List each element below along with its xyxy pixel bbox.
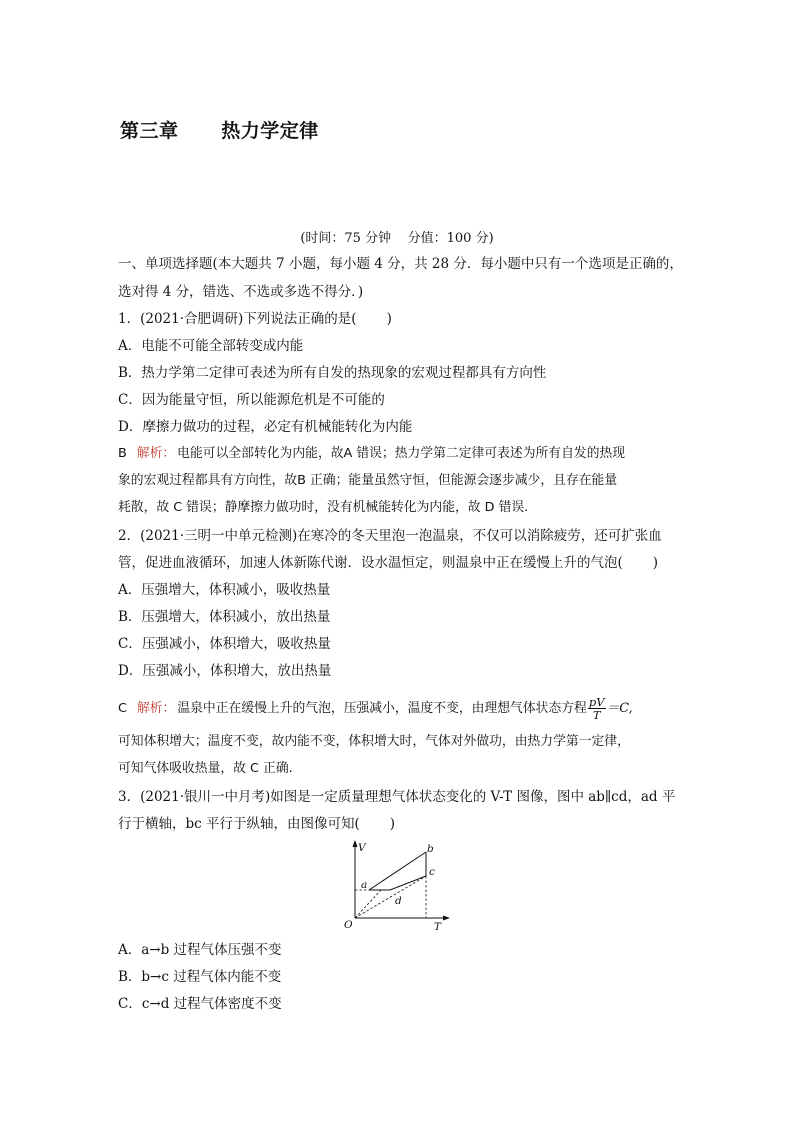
q1-option-d: D．摩擦力做功的过程，必定有机械能转化为内能 xyxy=(118,419,413,435)
equation-rhs: ＝C, xyxy=(606,701,633,716)
state-equation-fraction xyxy=(588,696,606,721)
v-axis-label: V xyxy=(358,842,366,854)
process-c-d xyxy=(390,876,426,890)
section-heading-line1: 一、单项选择题(本大题共 7 小题，每小题 4 分，共 28 分．每小题中只有一个选项是正确的， xyxy=(118,256,683,272)
q3-stem-line1: 3．(2021·银川一中月考)如图是一定质量理想气体状态变化的 V-T 图像，图中 ab∥cd，ad 平 xyxy=(118,789,676,805)
q2-option-a: A．压强增大，体积减小，吸收热量 xyxy=(118,582,331,598)
vt-graph-figure xyxy=(338,838,458,932)
chapter-title: 第三章 热力学定律 xyxy=(120,120,319,142)
v-axis-arrow-icon xyxy=(353,840,358,847)
q1-solution-text1: 电能可以全部转化为内能，故A 错误；热力学第二定律可表述为所有自发的热现 xyxy=(177,446,626,461)
section-heading-line2: 选对得 4 分，错选、不选或多选不得分．) xyxy=(118,284,364,300)
q2-option-c: C．压强减小，体积增大，吸收热量 xyxy=(118,636,331,652)
point-a-label: a xyxy=(361,879,368,891)
q2-option-b: B．压强增大，体积减小，放出热量 xyxy=(118,609,331,625)
q3-option-a: A．a→b 过程气体压强不变 xyxy=(118,942,282,958)
q2-solution-line3: 可知气体吸收热量，故 C 正确. xyxy=(118,761,293,776)
q1-answer: B xyxy=(118,446,127,461)
q1-solution-line1 xyxy=(118,445,625,463)
q2-solution-tag: 解析： xyxy=(136,701,176,716)
t-axis-label: T xyxy=(434,921,442,933)
q2-answer: C xyxy=(118,701,127,716)
t-axis-arrow-icon xyxy=(443,916,450,921)
fraction-numerator: pV xyxy=(588,695,605,709)
q2-solution-line1 xyxy=(118,696,633,721)
process-a-b xyxy=(369,852,426,890)
q2-solution-line2: 可知体积增大；温度不变，故内能不变，体积增大时，气体对外做功，由热力学第一定律， xyxy=(118,734,630,749)
point-d-label: d xyxy=(395,895,402,907)
fraction-denominator: T xyxy=(592,708,601,722)
point-b-label: b xyxy=(427,843,434,855)
q1-option-a: A．电能不可能全部转变成内能 xyxy=(118,338,304,354)
origin-guide-line xyxy=(355,890,381,918)
q3-stem-line2: 行于横轴，bc 平行于纵轴，由图像可知( ) xyxy=(118,816,396,832)
exam-time-score: (时间：75 分钟 分值：100 分) xyxy=(300,231,494,246)
q2-stem-line1: 2．(2021·三明一中单元检测)在寒冷的冬天里泡一泡温泉，不仅可以消除疲劳，还可扩张血 xyxy=(118,528,662,544)
q2-option-d: D．压强减小，体积增大，放出热量 xyxy=(118,663,332,679)
point-c-label: c xyxy=(429,866,435,878)
q3-option-c: C．c→d 过程气体密度不变 xyxy=(118,996,282,1012)
origin-label: O xyxy=(344,919,353,931)
q1-option-b: B．热力学第二定律可表述为所有自发的热现象的宏观过程都具有方向性 xyxy=(118,365,547,381)
q1-solution-line2: 象的宏观过程都具有方向性，故B 正确；能量虽然守恒，但能源会逐步减少，且存在能量 xyxy=(118,473,618,488)
q2-stem-line2: 管，促进血液循环，加速人体新陈代谢．设水温恒定，则温泉中正在缓慢上升的气泡( ) xyxy=(118,555,659,571)
q1-solution-line3: 耗散，故 C 错误；静摩擦力做功时，没有机械能转化为内能，故 D 错误. xyxy=(118,500,529,515)
q1-solution-tag: 解析： xyxy=(136,446,176,461)
q1-stem: 1．(2021·合肥调研)下列说法正确的是( ) xyxy=(118,311,392,327)
q1-option-c: C．因为能量守恒，所以能源危机是不可能的 xyxy=(118,392,385,408)
q2-solution-text1: 温泉中正在缓慢上升的气泡，压强减小，温度不变，由理想气体状态方程 xyxy=(177,701,587,716)
q3-option-b: B．b→c 过程气体内能不变 xyxy=(118,969,282,985)
